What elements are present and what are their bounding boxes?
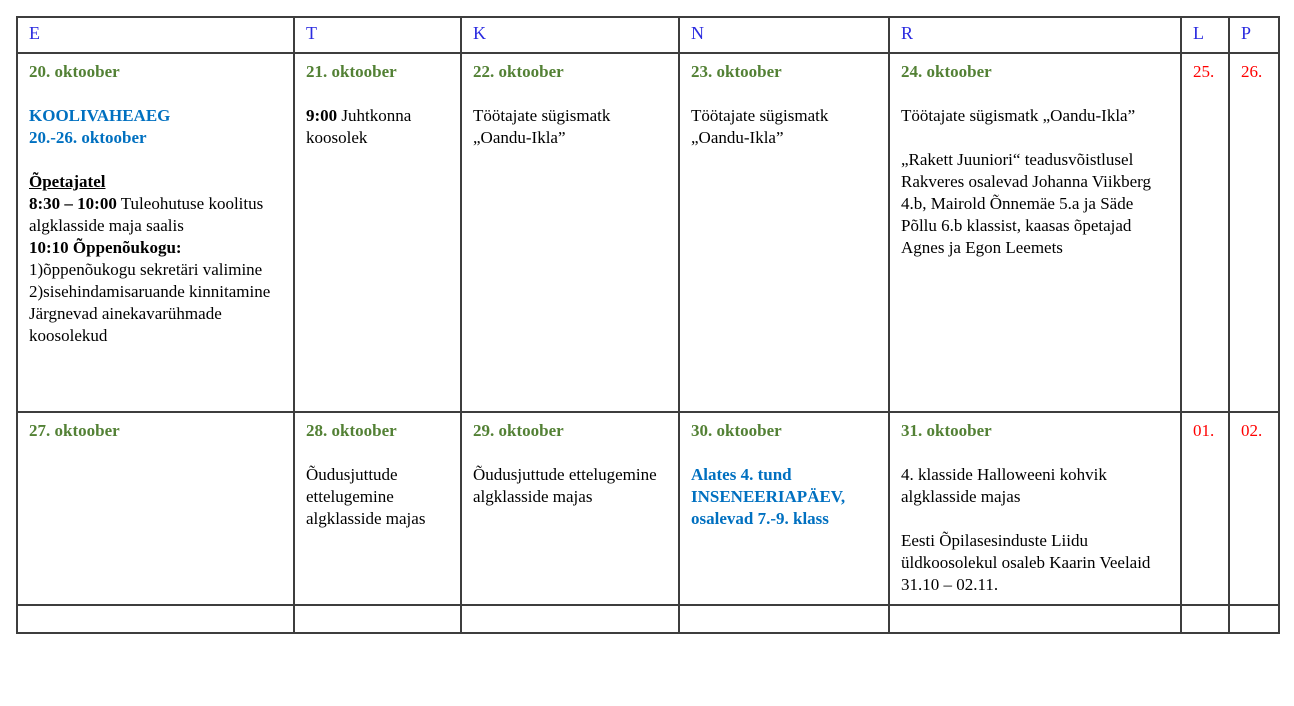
cell-friday-oct24 [889, 53, 1181, 412]
cell-saturday-nov01 [1181, 412, 1229, 605]
cell-thursday-oct30 [679, 412, 889, 605]
week-calendar-table [16, 16, 1280, 634]
cell-thursday-oct23 [679, 53, 889, 412]
empty-cell [1181, 605, 1229, 633]
agenda-note: Järgnevad ainekavarühmade koosolekud [29, 304, 222, 345]
blank-line [691, 442, 878, 464]
teacher-council-event: 10:10 Õppenõukogu: [29, 238, 182, 257]
cell-monday-oct27 [17, 412, 294, 605]
cell-tuesday-oct21 [294, 53, 461, 412]
date-label: 23. oktoober [691, 62, 782, 81]
cell-monday-oct20 [17, 53, 294, 412]
teachers-heading: Õpetajatel [29, 172, 106, 191]
weekday-header-row [17, 17, 1279, 53]
cell-wednesday-oct22 [461, 53, 679, 412]
blank-line [306, 442, 450, 464]
blank-line [901, 83, 1170, 105]
date-label: 27. oktoober [29, 421, 120, 440]
blank-line [473, 83, 668, 105]
holiday-title: KOOLIVAHEAEG [29, 106, 171, 125]
management-meeting-event [306, 105, 450, 149]
blank-line [901, 508, 1170, 530]
student-union-event: Eesti Õpilasesinduste Liidu üldkoosolekul osaleb Kaarin Veelaid 31.10 – 02.11. [901, 531, 1151, 594]
engineering-day-event: Alates 4. tund INSENEERIAPÄEV, osalevad 7.-9. klass [691, 465, 846, 528]
day-header-sunday: P [1229, 17, 1279, 53]
blank-line [691, 83, 878, 105]
cell-tuesday-oct28 [294, 412, 461, 605]
date-label: 25. [1193, 62, 1215, 81]
week-row-oct27-nov02 [17, 412, 1279, 605]
week-row-oct20-26 [17, 53, 1279, 412]
blank-line [473, 442, 668, 464]
blank-line [901, 127, 1170, 149]
empty-cell [889, 605, 1181, 633]
empty-row [17, 605, 1279, 633]
day-header-monday: E [17, 17, 294, 53]
day-header-tuesday: T [294, 17, 461, 53]
cell-sunday-nov02 [1229, 412, 1279, 605]
autumn-hike-event: Töötajate sügismatk „Oandu-Ikla” [901, 106, 1136, 125]
date-label: 28. oktoober [306, 421, 397, 440]
agenda-item-2: 2)sisehindamisaruande kinnitamine [29, 282, 271, 301]
cell-friday-oct31 [889, 412, 1181, 605]
cell-sunday-oct26 [1229, 53, 1279, 412]
blank-line [306, 83, 450, 105]
empty-cell [294, 605, 461, 633]
day-header-thursday: N [679, 17, 889, 53]
blank-line [29, 149, 283, 171]
event-text: Tuleohutuse koolitus algklasside maja saalis [29, 194, 264, 235]
scary-stories-event: Õudusjuttude ettelugemine algklasside majas [473, 465, 657, 506]
empty-cell [679, 605, 889, 633]
event-text: Juhtkonna koosolek [306, 106, 412, 147]
agenda-item-1: 1)õppenõukogu sekretäri valimine [29, 260, 263, 279]
date-label: 01. [1193, 421, 1215, 440]
event-time: 8:30 – 10:00 [29, 194, 117, 213]
date-label: 21. oktoober [306, 62, 397, 81]
day-header-saturday: L [1181, 17, 1229, 53]
event-time: 9:00 [306, 106, 338, 125]
autumn-hike-event: Töötajate sügismatk „Oandu-Ikla” [473, 106, 611, 147]
empty-cell [461, 605, 679, 633]
date-label: 29. oktoober [473, 421, 564, 440]
date-label: 31. oktoober [901, 421, 992, 440]
date-label: 22. oktoober [473, 62, 564, 81]
date-label: 24. oktoober [901, 62, 992, 81]
date-label: 02. [1241, 421, 1263, 440]
day-header-friday: R [889, 17, 1181, 53]
day-header-wednesday: K [461, 17, 679, 53]
cell-wednesday-oct29 [461, 412, 679, 605]
halloween-cafe-event: 4. klasside Halloweeni kohvik algklasside majas [901, 465, 1107, 506]
autumn-hike-event: Töötajate sügismatk „Oandu-Ikla” [691, 106, 829, 147]
date-label: 26. [1241, 62, 1263, 81]
blank-line [29, 83, 283, 105]
holiday-date-range: 20.-26. oktoober [29, 128, 147, 147]
blank-line [901, 442, 1170, 464]
empty-cell [17, 605, 294, 633]
fire-training-event [29, 193, 283, 237]
date-label: 20. oktoober [29, 62, 120, 81]
scary-stories-event: Õudusjuttude ettelugemine algklasside majas [306, 465, 426, 528]
cell-saturday-oct25 [1181, 53, 1229, 412]
date-label: 30. oktoober [691, 421, 782, 440]
science-competition-event: „Rakett Juuniori“ teadusvõistlusel Rakveres osalevad Johanna Viikberg 4.b, Mairold Õnnemäe 5.a ja Säde Põllu 6.b klassist, kaasas õpetajad Agnes ja Egon Leemets [901, 150, 1151, 257]
empty-cell [1229, 605, 1279, 633]
